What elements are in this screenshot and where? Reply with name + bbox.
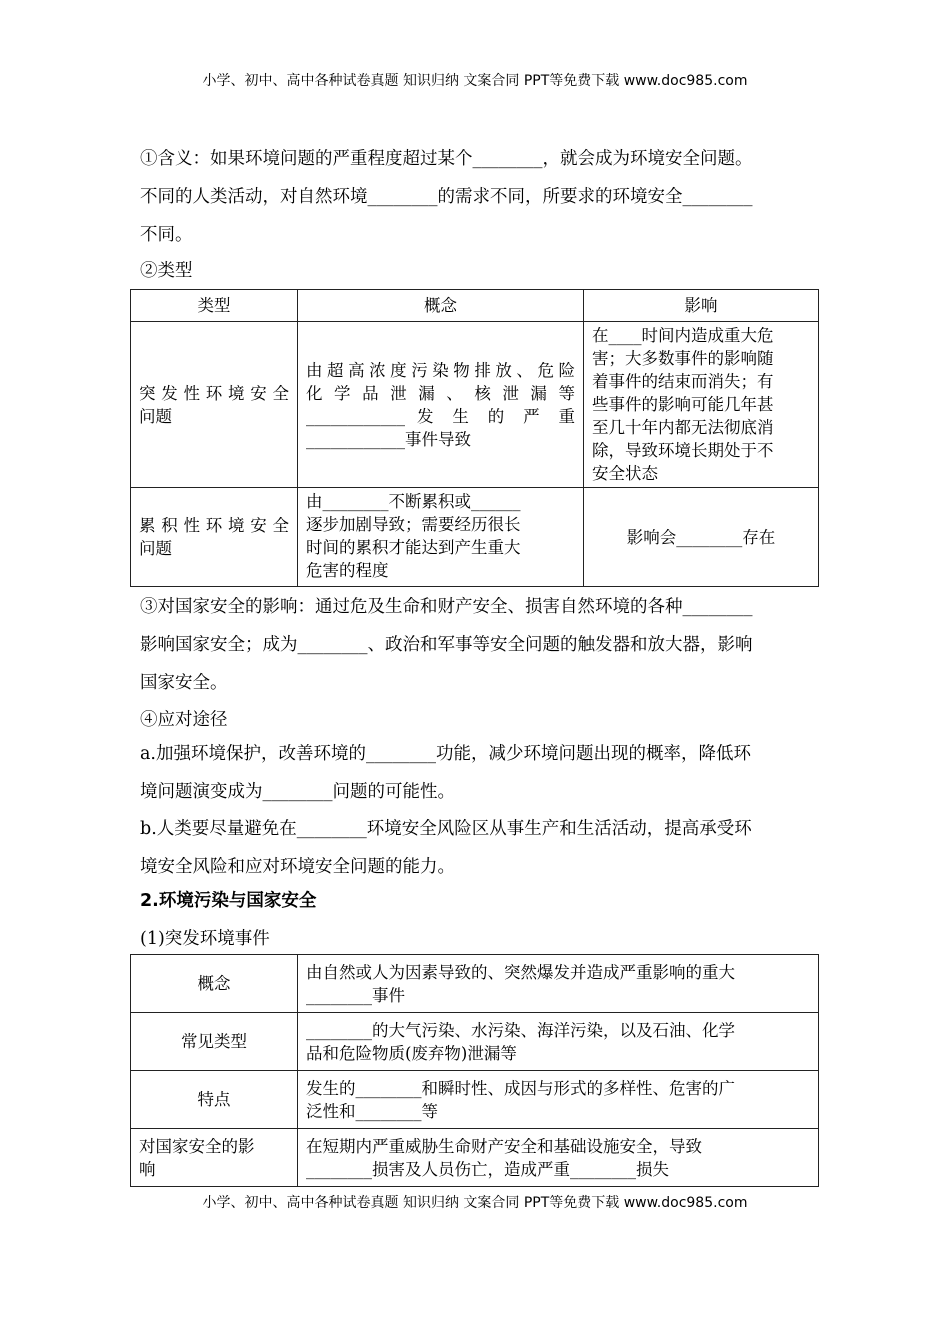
header-cell: 类型 bbox=[131, 290, 298, 322]
header-cell: 影响 bbox=[584, 290, 819, 322]
security-impact-line-2: 影响国家安全；成为________、政治和军事等安全问题的触发器和放大器，影响 bbox=[140, 635, 753, 655]
types-heading: ②类型 bbox=[140, 261, 193, 281]
security-impact-line-3: 国家安全。 bbox=[140, 673, 228, 693]
sudden-events-table bbox=[130, 954, 819, 1187]
impact-cell: 在____时间内造成重大危 害；大多数事件的影响随 着事件的结束而消失；有 些事件的影响可能几年甚 至几十年内都无法彻底消 除，导致环境长期处于不 安全状态 bbox=[584, 322, 819, 488]
response-a-line-2: 境问题演变成为________问题的可能性。 bbox=[140, 782, 455, 802]
types-table bbox=[130, 289, 819, 587]
label-cell: 对国家安全的影 响 bbox=[131, 1129, 298, 1187]
type-cell: 突发性环境安全 问题 bbox=[131, 322, 298, 488]
meaning-line-1: ①含义：如果环境问题的严重程度超过某个________，就会成为环境安全问题。 bbox=[140, 149, 753, 169]
table-row bbox=[131, 955, 819, 1013]
table-header-row bbox=[131, 290, 819, 322]
table-row bbox=[131, 1129, 819, 1187]
content-cell: 由自然或人为因素导致的、突然爆发并造成严重影响的重大 ________事件 bbox=[298, 955, 819, 1013]
label-cell: 特点 bbox=[131, 1071, 298, 1129]
label-cell: 概念 bbox=[131, 955, 298, 1013]
response-b-line-2: 境安全风险和应对环境安全问题的能力。 bbox=[140, 857, 455, 877]
response-a-line-1: a.加强环境保护，改善环境的________功能，减少环境问题出现的概率，降低环 bbox=[140, 744, 751, 764]
concept-cell: 由________不断累积或______ 逐步加剧导致；需要经历很长 时间的累积才能达到产生重大 危害的程度 bbox=[298, 488, 584, 587]
response-b-line-1: b.人类要尽量避免在________环境安全风险区从事生产和生活活动，提高承受环 bbox=[140, 819, 752, 839]
content-cell: 在短期内严重威胁生命财产安全和基础设施安全，导致 ________损害及人员伤亡，造成严重________损失 bbox=[298, 1129, 819, 1187]
content-cell: ________的大气污染、水污染、海洋污染，以及石油、化学 品和危险物质(废弃物)泄漏等 bbox=[298, 1013, 819, 1071]
impact-cell: 影响会________存在 bbox=[584, 488, 819, 587]
table-row bbox=[131, 488, 819, 587]
page-header: 小学、初中、高中各种试卷真题 知识归纳 文案合同 PPT等免费下载 www.doc985.com bbox=[202, 73, 748, 89]
meaning-line-2: 不同的人类活动，对自然环境________的需求不同，所要求的环境安全________ bbox=[140, 187, 753, 207]
table-row bbox=[131, 1013, 819, 1071]
table-row bbox=[131, 1071, 819, 1129]
type-cell: 累积性环境安全 问题 bbox=[131, 488, 298, 587]
section-2-heading: 2.环境污染与国家安全 bbox=[140, 891, 317, 911]
header-cell: 概念 bbox=[298, 290, 584, 322]
meaning-line-3: 不同。 bbox=[140, 225, 193, 245]
response-heading: ④应对途径 bbox=[140, 710, 228, 730]
concept-cell: 由超高浓度污染物排放、危险 化 学 品 泄 漏 、 核 泄 漏 等 ____________ 发 生 的 严 重 ____________事件导致 bbox=[298, 322, 584, 488]
table-row bbox=[131, 322, 819, 488]
label-cell: 常见类型 bbox=[131, 1013, 298, 1071]
content-cell: 发生的________和瞬时性、成因与形式的多样性、危害的广 泛性和________等 bbox=[298, 1071, 819, 1129]
subsection-heading: (1)突发环境事件 bbox=[140, 929, 270, 949]
page-footer: 小学、初中、高中各种试卷真题 知识归纳 文案合同 PPT等免费下载 www.doc985.com bbox=[202, 1195, 748, 1211]
security-impact-line-1: ③对国家安全的影响：通过危及生命和财产安全、损害自然环境的各种________ bbox=[140, 597, 753, 617]
